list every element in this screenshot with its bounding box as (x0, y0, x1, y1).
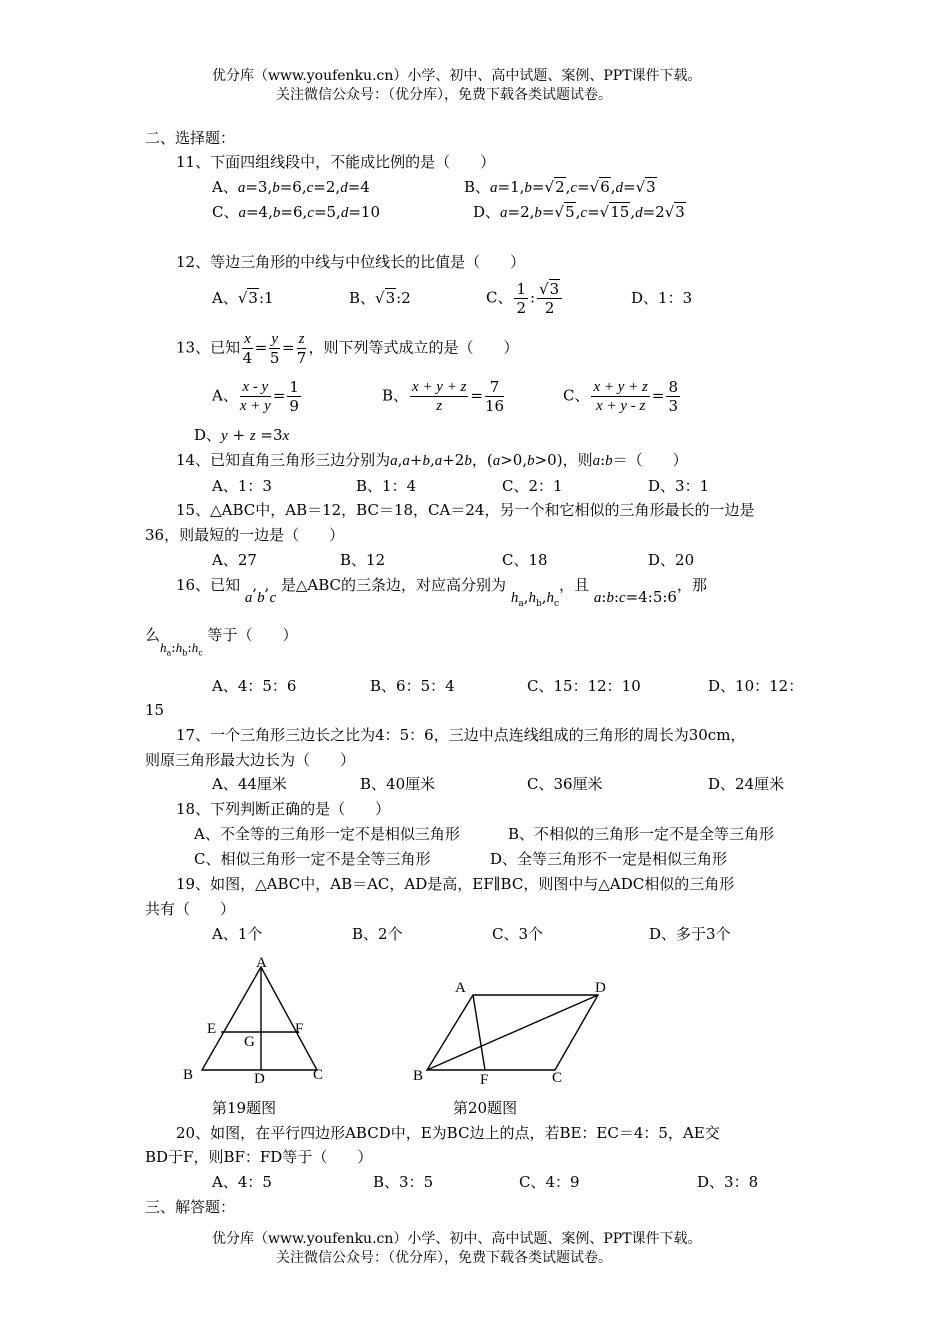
q14-option-d: D、3：1 (648, 477, 710, 495)
q11-option-d: D、a=2,b=√5,c=√15,d=2√3 (473, 203, 685, 221)
q13-option-d: D、y + z =3x (194, 426, 290, 444)
q19-line-2: 共有（ ） (145, 900, 236, 918)
q13-option-b: B、 $\frac{x + y + z}{z}$ = $\frac{7}{16}$ (382, 378, 505, 415)
label-b: B (183, 1067, 194, 1083)
q16-line-2: 么$h_a:h_b:h_c$ 等于（ ） (145, 626, 298, 658)
q15-option-b: B、12 (340, 551, 386, 569)
footer-line-2: 关注微信公众号：（优分库），免费下载各类试题试卷。 (276, 1250, 612, 1266)
q14-stem: 14、已知直角三角形三边分别为a,a+b,a+2b，(a>0,b>0)，则a:b＝（ ） (176, 451, 688, 469)
label-c: C (313, 1067, 324, 1083)
figure-20-caption: 第20题图 (453, 1099, 518, 1117)
segment-ae (473, 995, 485, 1070)
q20-option-a: A、4：5 (212, 1173, 272, 1191)
q17-option-b: B、40厘米 (360, 775, 436, 793)
q12-option-a: A、√3:1 (212, 289, 274, 307)
footer-line-1: 优分库（www.youfenku.cn）小学、初中、高中试题、案例、PPT课件下载。 (212, 1231, 702, 1247)
q20-option-c: C、4：9 (519, 1173, 580, 1191)
section-heading-choice: 二、选择题： (145, 129, 236, 147)
q18-option-d: D、全等三角形不一定是相似三角形 (490, 850, 728, 868)
q15-line-1: 15、△ABC中，AB＝12，BC＝18，CA＝24，另一个和它相似的三角形最长的一边是 (176, 501, 755, 519)
q19-option-b: B、2个 (352, 925, 403, 943)
q15-option-a: A、27 (212, 551, 257, 569)
q15-option-d: D、20 (648, 551, 695, 569)
q13-stem: 13、已知 $\frac{x}{4}$ = $\frac{y}{5}$ = $\frac{z}{7}$ ，则下列等式成立的是（ ） (176, 331, 519, 367)
label-e: E (207, 1021, 217, 1037)
q16-option-d-cont: 15 (145, 701, 165, 719)
q18-stem: 18、下列判断正确的是（ ） (176, 800, 391, 818)
label-a: A (455, 980, 466, 996)
q15-line-2: 36，则最短的一边是（ ） (145, 526, 345, 544)
q17-option-a: A、44厘米 (212, 775, 287, 793)
figure-19-triangle (175, 945, 345, 1090)
section-heading-answer: 三、解答题： (145, 1198, 236, 1216)
q14-option-a: A、1：3 (212, 477, 272, 495)
diagonal-bd (427, 995, 598, 1070)
triangle-abc (202, 967, 317, 1070)
header-line-1: 优分库（www.youfenku.cn）小学、初中、高中试题、案例、PPT课件下载。 (212, 68, 702, 84)
label-a: A (256, 955, 267, 971)
q19-option-a: A、1个 (212, 925, 263, 943)
figure-20-parallelogram (405, 972, 620, 1090)
label-d: D (254, 1071, 265, 1087)
label-g: G (244, 1034, 255, 1050)
label-f: F (480, 1072, 489, 1088)
q11-option-c: C、a=4,b=6,c=5,d=10 (212, 203, 380, 221)
q15-option-c: C、18 (502, 551, 548, 569)
q17-option-d: D、24厘米 (708, 775, 785, 793)
q11-option-b: B、a=1,b=√2,c=√6,d=√3 (464, 178, 656, 196)
q16-option-c: C、15：12：10 (527, 677, 641, 695)
q17-line-2: 则原三角形最大边长为（ ） (145, 751, 356, 769)
q18-option-a: A、不全等的三角形一定不是相似三角形 (194, 825, 460, 843)
q20-line-2: BD于F，则BF：FD等于（ ） (145, 1148, 373, 1166)
q12-stem: 12、等边三角形的中线与中位线长的比值是（ ） (176, 253, 526, 271)
q16-option-b: B、6：5：4 (370, 677, 455, 695)
q20-option-b: B、3：5 (373, 1173, 434, 1191)
q16-option-d: D、10：12： (708, 677, 804, 695)
q11-stem: 11、下面四组线段中，不能成比例的是（ ） (176, 153, 496, 171)
q20-line-1: 20、如图，在平行四边形ABCD中，E为BC边上的点，若BE：EC＝4：5，AE交 (176, 1124, 720, 1142)
label-f: F (295, 1021, 304, 1037)
q12-option-b: B、√3:2 (349, 289, 411, 307)
q14-option-c: C、2：1 (502, 477, 563, 495)
q12-option-c: C、 $\frac{1}{2}$ : $\frac{√3}{2}$ (486, 280, 564, 317)
q18-option-c: C、相似三角形一定不是全等三角形 (194, 850, 431, 868)
q19-line-1: 19、如图，△ABC中，AB＝AC，AD是高，EF∥BC，则图中与△ADC相似的三角形 (176, 875, 735, 893)
q19-option-c: C、3个 (492, 925, 544, 943)
q18-option-b: B、不相似的三角形一定不是全等三角形 (508, 825, 775, 843)
q19-option-d: D、多于3个 (649, 925, 731, 943)
q11-option-a: A、a=3,b=6,c=2,d=4 (212, 178, 370, 196)
label-c: C (552, 1070, 563, 1086)
q13-option-c: C、 $\frac{x + y + z}{x + y - z}$ = $\frac{8}{3}$ (563, 378, 679, 415)
q16-option-a: A、4：5：6 (212, 677, 297, 695)
q17-option-c: C、36厘米 (527, 775, 603, 793)
q14-option-b: B、1：4 (356, 477, 417, 495)
q12-option-d: D、1：3 (631, 289, 693, 307)
q16-stem: 16、已知 a,b,c 是△ABC的三条边，对应高分别为 $h_a,h_b,h_c$，且 a:b:c=4:5:6，那 (176, 576, 707, 609)
q20-option-d: D、3：8 (697, 1173, 759, 1191)
label-d: D (595, 980, 606, 996)
label-b: B (413, 1068, 424, 1084)
q13-option-a: A、 $\frac{x - y}{x + y}$ = $\frac{1}{9}$ (212, 378, 299, 415)
q17-line-1: 17、一个三角形三边长之比为4：5：6，三边中点连线组成的三角形的周长为30cm， (176, 726, 746, 744)
header-line-2: 关注微信公众号：（优分库），免费下载各类试题试卷。 (276, 87, 612, 103)
figure-19-caption: 第19题图 (212, 1099, 277, 1117)
